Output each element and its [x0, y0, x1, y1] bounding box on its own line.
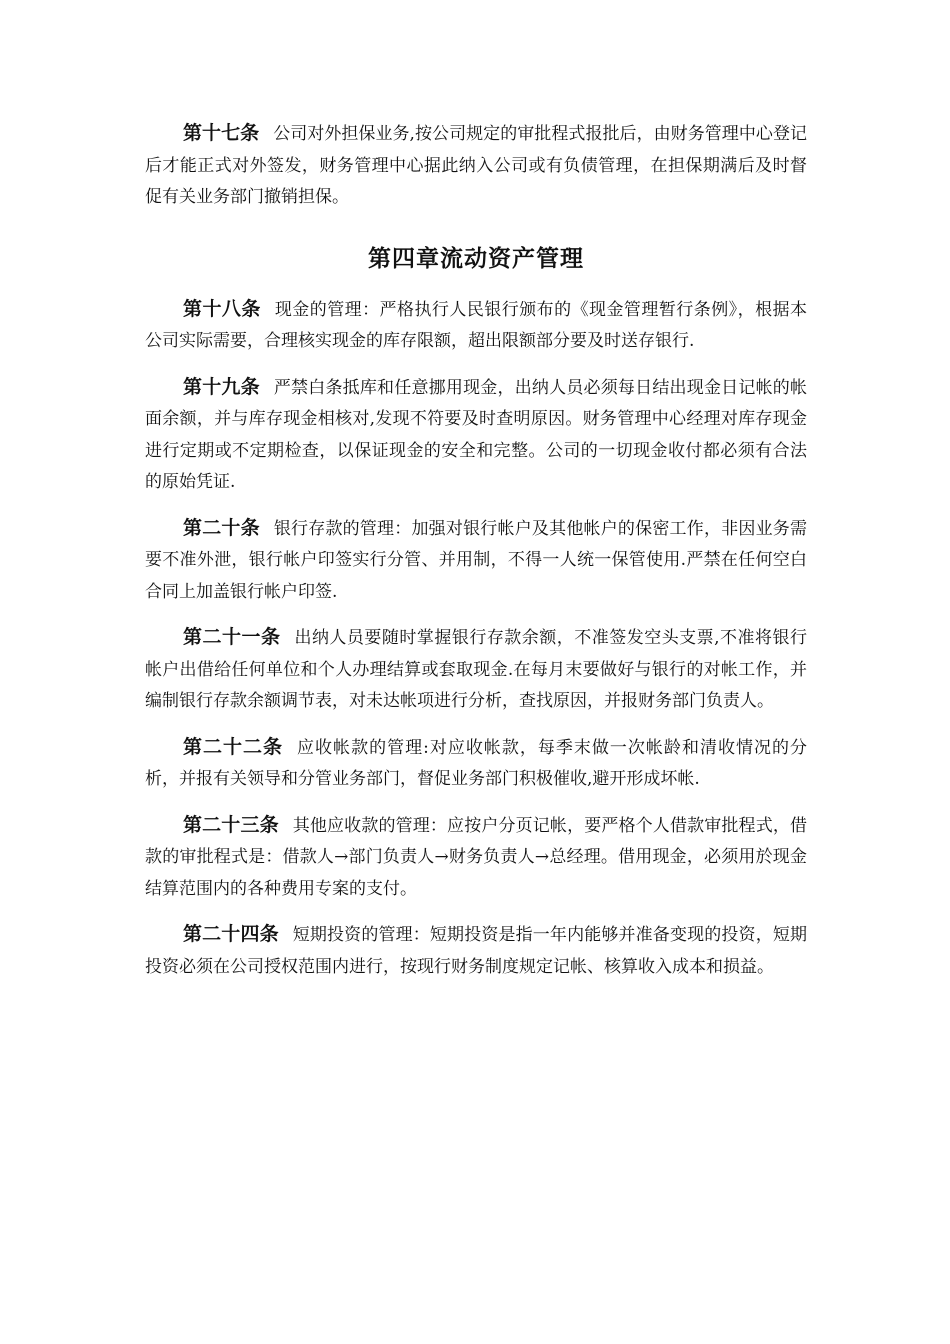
article-text: 现金的管理：严格执行人民银行颁布的《现金管理暂行条例》，根据本公司实际需要，合理核实现金的库存限额，超出限额部分要及时送存银行. — [145, 299, 807, 351]
article-24 — [145, 919, 807, 983]
article-text: 短期投资的管理：短期投资是指一年内能够并准备变现的投资，短期投资必须在公司授权范围内进行，按现行财务制度规定记帐、核算收入成本和损益。 — [145, 925, 807, 977]
article-text: 出纳人员要随时掌握银行存款余额，不准签发空头支票,不准将银行帐户出借给任何单位和个人办理结算或套取现金.在每月末要做好与银行的对帐工作，并编制银行存款余额调节表，对未达帐项进行分析，查找原因，并报财务部门负责人。 — [145, 628, 807, 711]
article-label: 第二十一条 — [183, 626, 281, 648]
article-label: 第二十条 — [183, 516, 260, 539]
article-text: 银行存款的管理：加强对银行帐户及其他帐户的保密工作，非因业务需要不准外泄，银行帐户印签实行分管、并用制，不得一人统一保管使用.严禁在任何空白合同上加盖银行帐户印签. — [145, 518, 807, 602]
article-text: 公司对外担保业务,按公司规定的审批程式报批后，由财务管理中心登记后才能正式对外签发，财务管理中心据此纳入公司或有负债管理，在担保期满后及时督促有关业务部门撤销担保。 — [145, 124, 807, 207]
article-22 — [145, 732, 807, 796]
article-label: 第十九条 — [183, 375, 260, 398]
article-18 — [145, 294, 807, 358]
article-19 — [145, 372, 807, 499]
article-text: 应收帐款的管理:对应收帐款，每季末做一次帐龄和清收情况的分析，并报有关领导和分管业务部门，督促业务部门积极催收,避开形成坏帐. — [145, 737, 807, 789]
article-20 — [145, 513, 807, 609]
article-label: 第二十三条 — [183, 813, 279, 836]
article-label: 第十八条 — [183, 297, 261, 320]
article-text: 严禁白条抵库和任意挪用现金，出纳人员必须每日结出现金日记帐的帐面余额，并与库存现金相核对,发现不符要及时查明原因。财务管理中心经理对库存现金进行定期或不定期检查，以保证现金的安全和完整。公司的一切现金收付都必须有合法的原始凭证. — [145, 377, 807, 492]
article-17 — [145, 118, 807, 214]
document-page — [145, 118, 807, 983]
article-text: 其他应收款的管理：应按户分页记帐，要严格个人借款审批程式，借款的审批程式是：借款人→部门负责人→财务负责人→总经理。借用现金，必须用於现金结算范围内的各种费用专案的支付。 — [145, 815, 807, 899]
article-23 — [145, 810, 807, 906]
article-label: 第十七条 — [183, 122, 260, 144]
article-21 — [145, 622, 807, 718]
chapter-title: 第四章流动资产管理 — [368, 244, 584, 272]
article-label: 第二十二条 — [183, 735, 284, 758]
article-label: 第二十四条 — [183, 923, 279, 945]
